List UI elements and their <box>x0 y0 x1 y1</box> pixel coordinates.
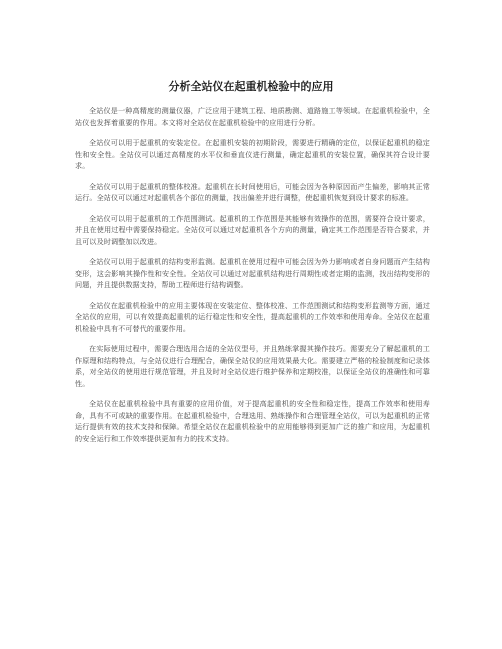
paragraph: 全站仪可以用于起重机的安装定位。在起重机安装的初期阶段，需要进行精确的定位，以保证起重机的稳定性和安全性。全站仪可以通过高精度的水平仪和垂直仪进行测量，确定起重机的安装位置，确保其符合设计要求。 <box>75 138 430 170</box>
paragraph: 全站仪在起重机检验中的应用主要体现在安装定位、整体校准、工作范围测试和结构变形监测等方面，通过全站仪的应用，可以有效提高起重机的运行稳定性和安全性，提高起重机的工作效率和使用寿命。全站仪在起重机检验中具有不可替代的重要作用。 <box>75 300 430 333</box>
paragraph: 全站仪可以用于起重机的整体校准。起重机在长时间使用后，可能会因为各种原因而产生偏差，影响其正常运行。全站仪可以通过对起重机各个部位的测量，找出偏差并进行调整，使起重机恢复到设计要求的标准。 <box>75 181 430 202</box>
paragraph: 全站仪在起重机检验中具有重要的应用价值，对于提高起重机的安全性和稳定性，提高工作效率和使用寿命，具有不可或缺的重要作用。在起重机检验中，合理选用、熟练操作和合理管理全站仪，可以为起重机的正常运行提供有效的技术支持和保障。希望全站仪在起重机检验中的应用能够得到更加广泛的推广和应用，为起重机的安全运行和工作效率提供更加有力的技术支持。 <box>75 399 430 443</box>
document-title: 分析全站仪在起重机检验中的应用 <box>168 80 334 93</box>
paragraph: 全站仪可以用于起重机的结构变形监测。起重机在使用过程中可能会因为外力影响或者自身问题而产生结构变形，这会影响其操作性和安全性。全站仪可以通过对起重机结构进行周期性或者定期的监测，找出结构变形的问题，并且提供数据支持，帮助工程师进行结构调整。 <box>75 257 430 289</box>
document-body <box>75 105 430 453</box>
paragraph: 在实际使用过程中，需要合理选用合适的全站仪型号，并且熟练掌握其操作技巧。需要充分了解起重机的工作原理和结构特点，与全站仪进行合理配合，确保全站仪的应用效果最大化。需要建立严格的检验制度和记录体系，对全站仪的使用进行规范管理，并且及时对全站仪进行维护保养和定期校准，以保证全站仪的准确性和可靠性。 <box>75 344 430 388</box>
paragraph: 全站仪是一种高精度的测量仪器，广泛应用于建筑工程、地质勘测、道路施工等领域。在起重机检验中，全站仪也发挥着重要的作用。本文将对全站仪在起重机检验中的应用进行分析。 <box>75 106 430 127</box>
paragraph: 全站仪可以用于起重机的工作范围测试。起重机的工作范围是其能够有效操作的范围，需要符合设计要求，并且在使用过程中需要保持稳定。全站仪可以通过对起重机各个方向的测量，确定其工作范围是否符合要求，并且可以及时调整加以改进。 <box>75 213 430 246</box>
